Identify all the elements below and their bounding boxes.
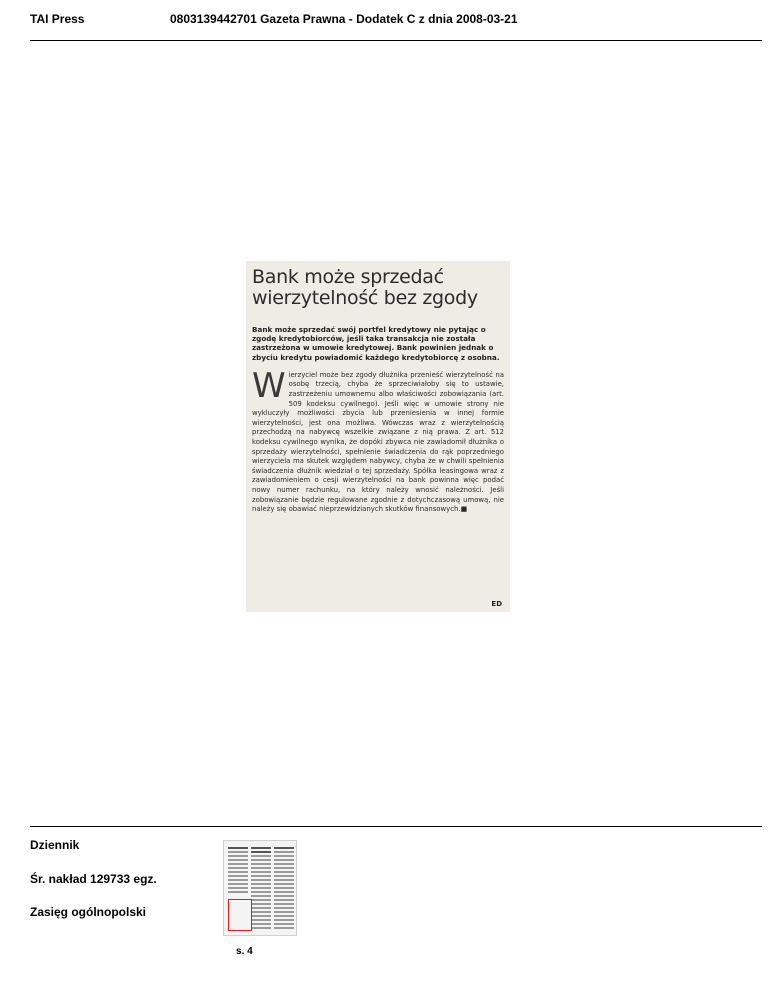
distribution-range: Zasięg ogólnopolski (30, 905, 147, 919)
article-location-highlight (228, 899, 252, 931)
source-line: 0803139442701 Gazeta Prawna - Dodatek C z dnia 2008-03-21 (170, 12, 518, 26)
thumbnail-column (274, 847, 294, 931)
thumbnail-column (228, 847, 248, 895)
article-body (252, 371, 504, 515)
article-lead: Bank może sprzedać swój portfel kredytowy nie pytając o zgodę kredytobiorców, jeśli taka transakcja nie została zastrzeżona w umowie kredytowej. Bank powinien jednak o zbyciu kredytu powiadomić każdego kredytobiorcę z osobna. (252, 325, 500, 362)
header-divider (30, 40, 762, 41)
page-number: s. 4 (236, 946, 253, 957)
footer-divider (30, 826, 762, 827)
thumbnail-column (251, 847, 271, 931)
page-thumbnail (223, 840, 297, 936)
publication-type: Dziennik (30, 838, 80, 852)
article-title: Bank może sprzedać wierzytelność bez zgody (252, 266, 478, 309)
article-author: ED (491, 600, 502, 608)
publisher-name: TAI Press (30, 12, 85, 26)
circulation: Śr. nakład 129733 egz. (30, 872, 157, 886)
article-body-text: ierzyciel może bez zgody dłużnika przenieść wierzytelność na osobę trzecią, chyba że sprzeciwiałoby się to ustawie, zastrzeżeniu umownemu albo właściwości zobowiązania (art. 509 kodeksu cywilnego). Jeśli więc w umowie strony nie wykluczyły możliwości zbycia lub przeniesienia w innej formie wierzytelności, jest ona możliwa. Wówczas wraz z wierzytelnością przechodzą na nabywcę wszelkie związane z nią prawa. Z art. 512 kodeksu cywilnego wynika, że dopóki zbywca nie zawiadomił dłużnika o sprzedaży wierzytelności, spełnienie świadczenia do rąk poprzedniego wierzyciela ma skutek względem nabywcy, chyba że w chwili spełnienia świadczenia dłużnik wiedział o tej sprzedaży. Spółka leasingowa wraz z zawiadomieniem o cesji wierzytelności na bank powinna więc podać nowy numer rachunku, na który należy wnosić należności. Jeśli zobowiązanie będzie regulowane zgodnie z dotychczasową umową, nie należy się obawiać nieprzewidzianych skutków finansowych.■ (252, 370, 504, 514)
article-clipping (246, 261, 510, 612)
page-header (0, 0, 768, 42)
drop-cap: W (252, 370, 286, 406)
